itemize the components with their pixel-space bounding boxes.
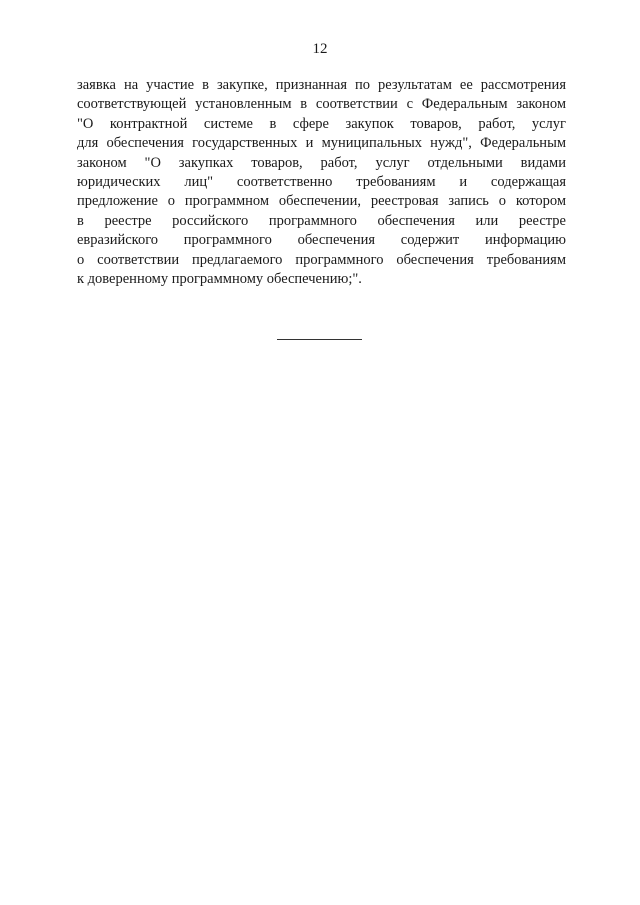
body-paragraph bbox=[77, 76, 566, 289]
paragraph-line: для обеспечения государственных и муниципальных нужд", Федеральным bbox=[77, 135, 566, 152]
paragraph-line: к доверенному программному обеспечению;". bbox=[77, 270, 362, 287]
paragraph-line: о соответствии предлагаемого программного обеспечения требованиям bbox=[77, 251, 566, 268]
paragraph-line: в реестре российского программного обеспечения или реестре bbox=[77, 212, 566, 229]
paragraph-line: заявка на участие в закупке, признанная по результатам ее рассмотрения bbox=[77, 77, 566, 93]
paragraph-line: евразийского программного обеспечения содержит информацию bbox=[77, 232, 566, 249]
paragraph-line: юридических лиц" соответственно требованиям и содержащая bbox=[77, 173, 566, 190]
end-of-text-rule bbox=[277, 339, 362, 340]
paragraph-line: законом "О закупках товаров, работ, услуг отдельными видами bbox=[77, 154, 566, 171]
paragraph-line: "О контрактной системе в сфере закупок товаров, работ, услуг bbox=[77, 115, 566, 132]
paragraph-line: предложение о программном обеспечении, реестровая запись о котором bbox=[77, 193, 566, 210]
page-number: 12 bbox=[312, 41, 328, 57]
paragraph-line: соответствующей установленным в соответствии с Федеральным законом bbox=[77, 96, 566, 113]
